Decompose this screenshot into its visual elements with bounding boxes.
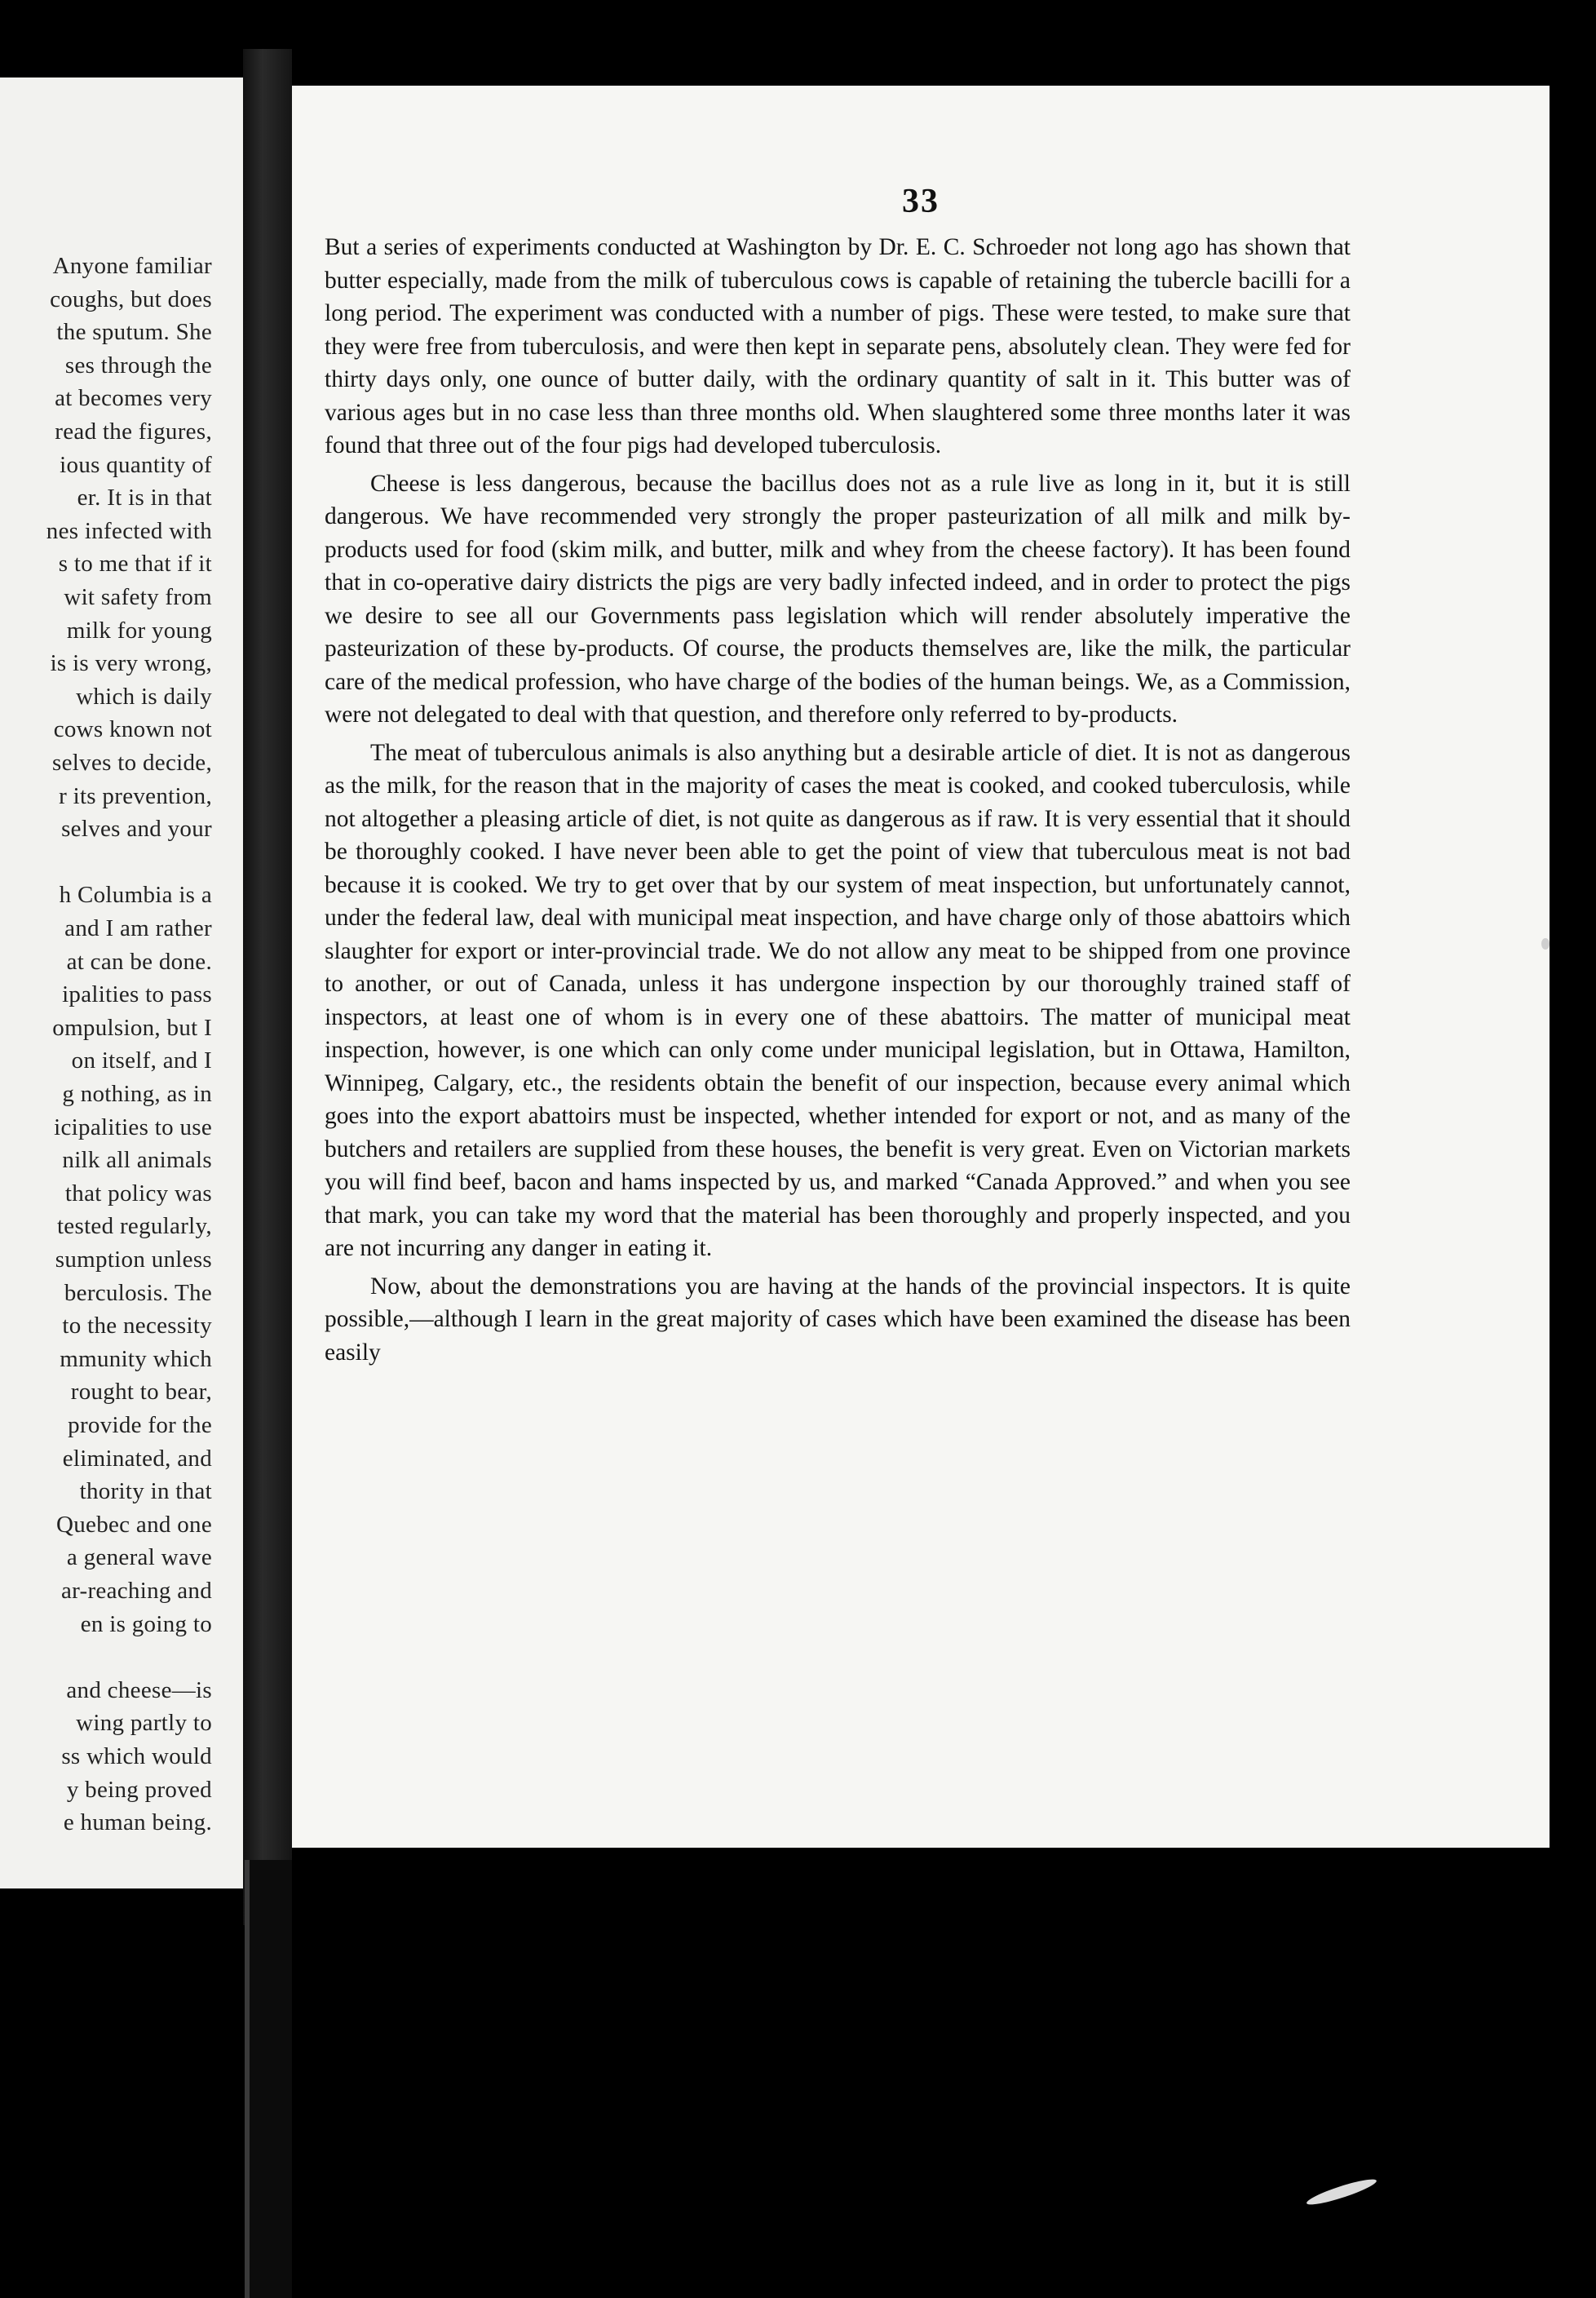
- previous-page-line: at becomes very: [55, 385, 212, 412]
- previous-page-line: e human being.: [63, 1809, 212, 1836]
- previous-page-line: ipalities to pass: [62, 981, 212, 1008]
- book-spine: [245, 1860, 292, 2298]
- previous-page-line: and cheese—is: [66, 1676, 212, 1703]
- previous-page-line: is is very wrong,: [50, 650, 212, 677]
- previous-page-line: sumption unless: [55, 1246, 212, 1273]
- previous-page-line: ses through the: [64, 352, 212, 379]
- previous-page-line: selves and your: [61, 816, 212, 843]
- paragraph: But a series of experiments conducted at Washington by Dr. E. C. Schroeder not long ago has shown that butter especially, made from the milk of tuberculous cows is capable of retaining the tubercle bacilli for a long period. The experiment was conducted with a number of pigs. These were tested, to make sure that they were free from tuberculosis, and were then kept in separate pens, absolutely clean. They were fed for thirty days only, one ounce of butter daily, with the ordinary quantity of salt in it. This butter was of various ages but in no case less than three months old. When slaughtered some three months later it was found that three out of the four pigs had developed tuberculosis.: [325, 234, 1351, 458]
- previous-page-line: selves to decide,: [52, 750, 212, 776]
- previous-page-line: ss which would: [61, 1743, 212, 1769]
- paragraph: Cheese is less dangerous, because the bacillus does not as a rule live as long in it, but it is still dangerous. We have recommended very strongly the proper pasteurization of all milk and milk by-products used for food (skim milk, and butter, milk and whey from the cheese factory). It has been found that in co-operative dairy districts the pigs are very badly infected indeed, and in order to protect the pigs we desire to see all our Governments pass legislation which will render absolutely imperative the pasteurization of these by-products. Of course, the products themselves are, like the milk, the particular care of the medical profession, who have charge of the bodies of the human beings. We, as a Commission, were not delegated to deal with that question, and therefore only referred to by-products.: [325, 470, 1351, 728]
- previous-page-line: eliminated, and: [62, 1445, 212, 1472]
- previous-page-line: cows known not: [53, 716, 212, 743]
- book-gutter: [243, 49, 292, 1925]
- previous-page-line: milk for young: [66, 617, 212, 644]
- previous-page-line: wing partly to: [76, 1710, 212, 1737]
- paragraph: Now, about the demonstrations you are having at the hands of the provincial inspectors. It is quite possible,—although I learn in the great majority of cases which have been examined the disease has been easily: [325, 1273, 1351, 1366]
- previous-page-line: wit safety from: [64, 584, 212, 610]
- previous-page-line: nilk all animals: [62, 1147, 212, 1174]
- previous-page-line: r its prevention,: [59, 782, 212, 809]
- previous-page-line: that policy was: [64, 1180, 212, 1207]
- previous-page-line: ompulsion, but I: [52, 1014, 212, 1041]
- previous-page-line: thority in that: [79, 1478, 212, 1505]
- previous-page-line: ar-reaching and: [60, 1578, 212, 1604]
- previous-page-line: rought to bear,: [70, 1379, 212, 1406]
- previous-page-line: en is going to: [80, 1610, 212, 1637]
- previous-page-line: tested regularly,: [56, 1213, 212, 1240]
- previous-page-line: at can be done.: [66, 948, 212, 975]
- page: [292, 86, 1550, 1848]
- previous-page-line: the sputum. She: [56, 319, 212, 346]
- previous-page-line: icipalities to use: [54, 1114, 212, 1140]
- previous-page-line: Quebec and one: [55, 1511, 212, 1538]
- scan-speck: [1541, 938, 1550, 950]
- previous-page-line: er. It is in that: [77, 485, 212, 511]
- previous-page-line: y being proved: [66, 1776, 212, 1803]
- previous-page-line: berculosis. The: [64, 1279, 212, 1306]
- previous-page-line: which is daily: [76, 683, 212, 710]
- previous-page-line: ious quantity of: [60, 451, 212, 478]
- previous-page-line: a general wave: [66, 1544, 212, 1571]
- previous-page-line: read the figures,: [55, 418, 212, 445]
- previous-page-line: g nothing, as in: [62, 1081, 212, 1107]
- previous-page: [0, 77, 243, 1888]
- previous-page-line: provide for the: [68, 1412, 212, 1438]
- page-number: 33: [902, 183, 939, 220]
- scan-speck: [1305, 2175, 1378, 2208]
- body-text: [325, 231, 1351, 1374]
- previous-page-line: to the necessity: [62, 1313, 212, 1339]
- previous-page-line: s to me that if it: [58, 551, 212, 578]
- previous-page-line: h Columbia is a: [59, 882, 212, 909]
- previous-page-line: Anyone familiar: [52, 253, 212, 279]
- previous-page-line: nes infected with: [46, 517, 212, 544]
- paragraph: The meat of tuberculous animals is also anything but a desirable article of diet. It is not as dangerous as the milk, for the reason that in the majority of cases the meat is cooked, and cooked tuberculosis, while not altogether a pleasing article of diet, is not quite as dangerous as if raw. It is very essential that it should be thoroughly cooked. I have never been able to get the point of view that tuberculous meat is not bad because it is cooked. We try to get over that by our system of meat inspection, but unfortunately cannot, under the federal law, deal with municipal meat inspection, and have charge only of those abattoirs which slaughter for export or inter-provincial trade. We do not allow any meat to be shipped from one province to another, or out of Canada, unless it has undergone inspection by our thoroughly trained staff of inspectors, at least one of whom is in every one of these abattoirs. The matter of municipal meat inspection, however, is one which can only come under municipal legislation, but in Ottawa, Hamilton, Winnipeg, Calgary, etc., the residents obtain the benefit of our inspection, because every animal which goes into the export abattoirs must be inspected, whether intended for export or not, and as many of the butchers and retailers are supplied from these houses, the benefit is very great. Even on Victorian markets you will find beef, bacon and hams inspected by us, and marked “Canada Approved.” and when you see that mark, you can take my word that the material has been thoroughly and properly inspected, and you are not incurring any danger in eating it.: [325, 739, 1351, 1261]
- previous-page-line: coughs, but does: [50, 286, 212, 312]
- previous-page-line: and I am rather: [64, 915, 212, 941]
- previous-page-line: mmunity which: [60, 1345, 212, 1372]
- previous-page-line: on itself, and I: [71, 1047, 212, 1074]
